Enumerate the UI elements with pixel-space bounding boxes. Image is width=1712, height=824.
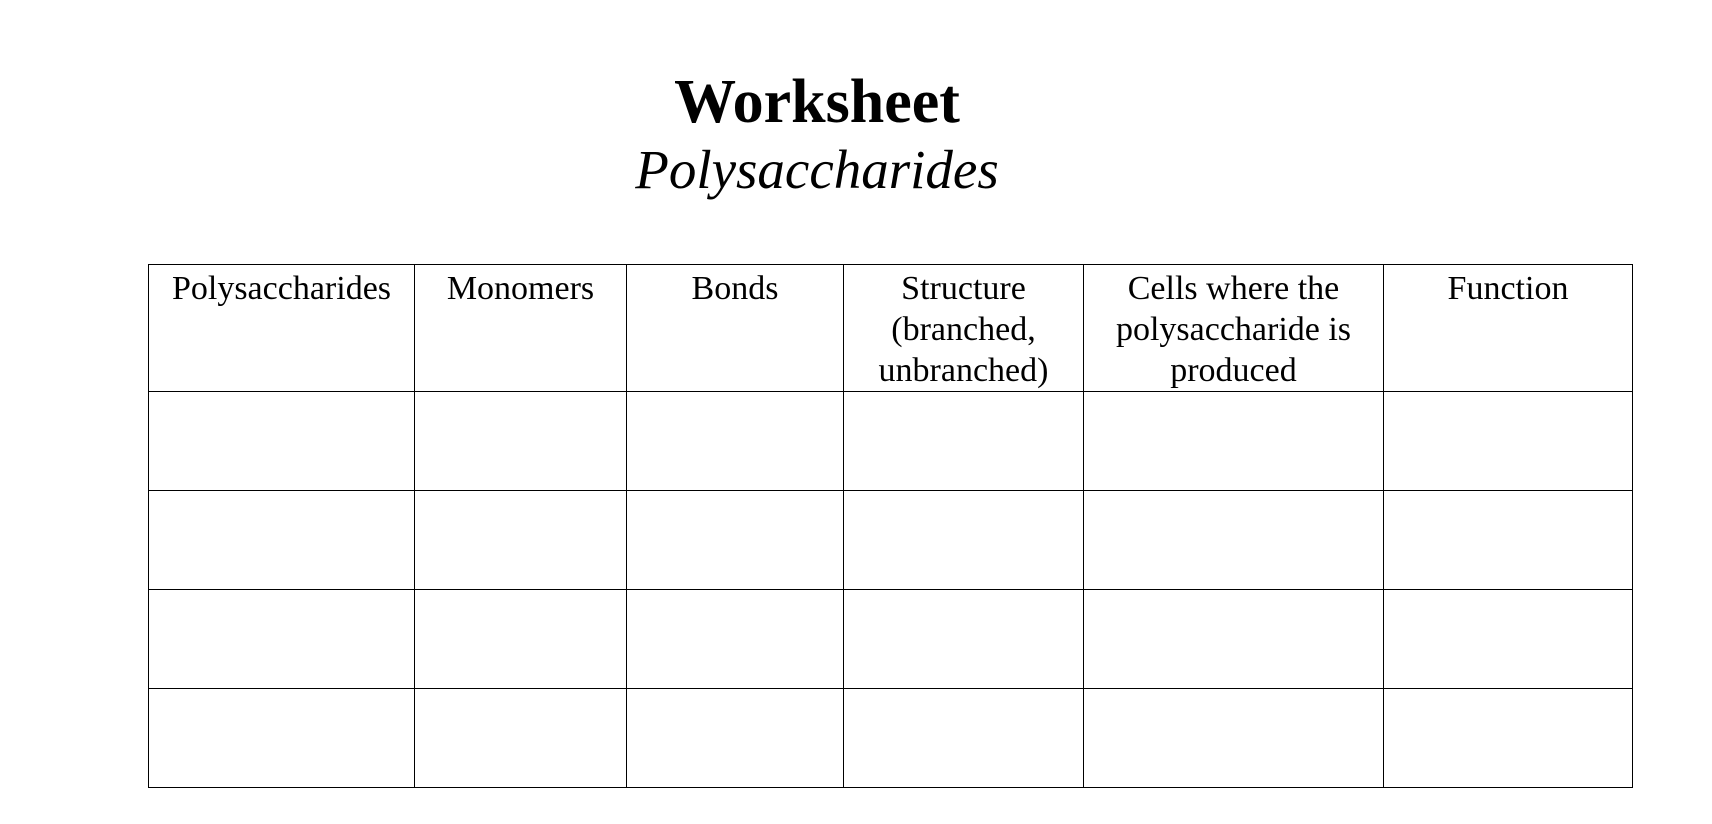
table-cell[interactable] [149,392,415,491]
table-row [149,392,1633,491]
header-function: Function [1384,265,1633,392]
table-row [149,689,1633,788]
table-cell[interactable] [844,491,1084,590]
table-cell[interactable] [1384,689,1633,788]
polysaccharides-table [148,264,1633,788]
table-cell[interactable] [1084,392,1384,491]
table-cell[interactable] [149,689,415,788]
table-cell[interactable] [1084,590,1384,689]
table-cell[interactable] [844,689,1084,788]
worksheet-title: Worksheet [674,68,960,136]
table-cell[interactable] [415,392,627,491]
table-cell[interactable] [415,491,627,590]
header-structure: Structure (branched, unbranched) [844,265,1084,392]
table-cell[interactable] [1084,491,1384,590]
table-cell[interactable] [627,689,844,788]
header-cells-produced: Cells where the polysaccharide is produced [1084,265,1384,392]
table-cell[interactable] [1084,689,1384,788]
table-cell[interactable] [627,590,844,689]
header-polysaccharides: Polysaccharides [149,265,415,392]
header-monomers: Monomers [415,265,627,392]
table-cell[interactable] [149,590,415,689]
table-row [149,590,1633,689]
table-cell[interactable] [149,491,415,590]
table-cell[interactable] [1384,590,1633,689]
table-cell[interactable] [844,392,1084,491]
table-cell[interactable] [415,689,627,788]
table-cell[interactable] [415,590,627,689]
worksheet-subtitle: Polysaccharides [635,139,999,200]
table-cell[interactable] [627,491,844,590]
table-row [149,491,1633,590]
table-cell[interactable] [1384,392,1633,491]
table-cell[interactable] [844,590,1084,689]
table-cell[interactable] [627,392,844,491]
header-bonds: Bonds [627,265,844,392]
table-cell[interactable] [1384,491,1633,590]
table-header-row [149,265,1633,392]
